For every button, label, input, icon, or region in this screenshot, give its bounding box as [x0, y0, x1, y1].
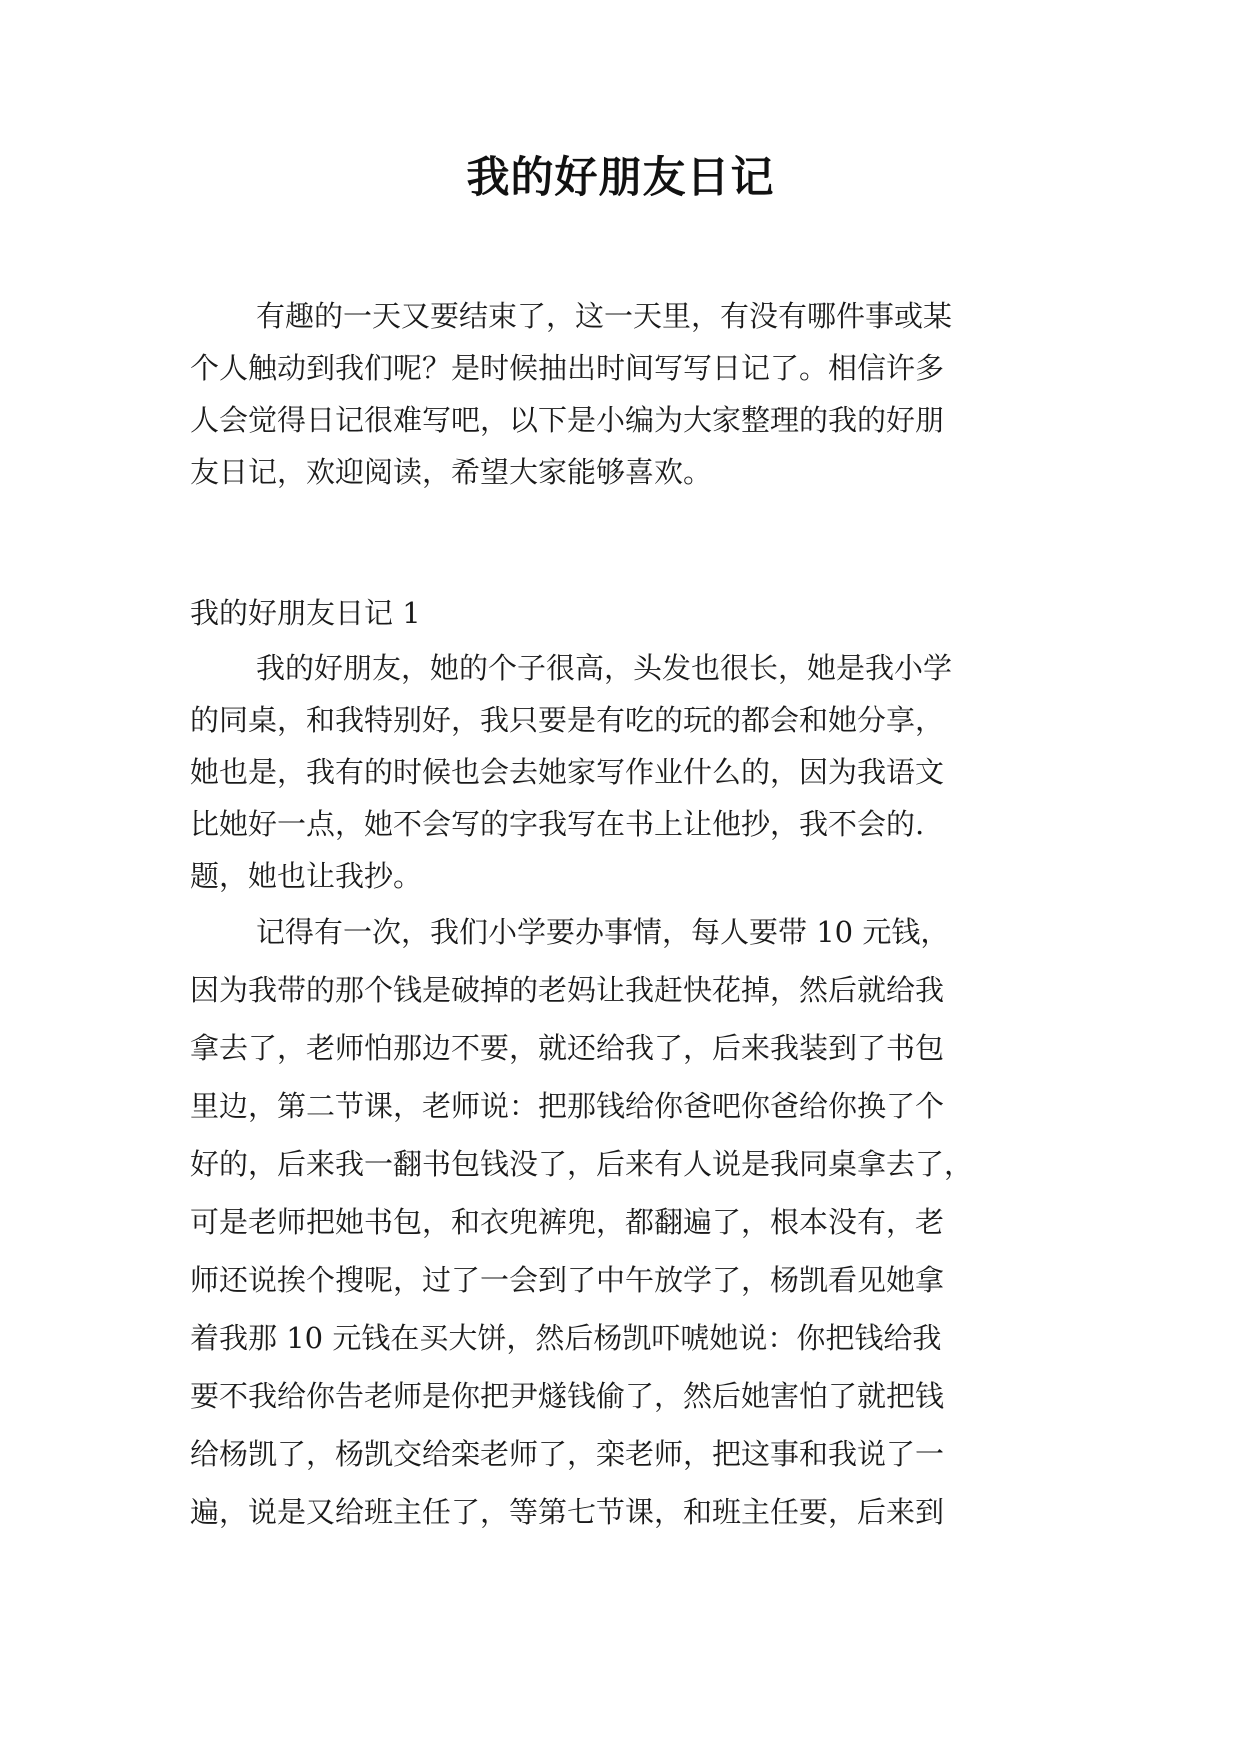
paragraph-line: 着我那 10 元钱在买大饼，然后杨凯吓唬她说：你把钱给我: [190, 1321, 942, 1355]
paragraph-line: 要不我给你告老师是你把尹燧钱偷了，然后她害怕了就把钱: [190, 1379, 945, 1413]
intro-line: 有趣的一天又要结束了，这一天里，有没有哪件事或某: [256, 299, 953, 333]
intro-line: 友日记，欢迎阅读，希望大家能够喜欢。: [190, 455, 713, 489]
paragraph-line: 里边，第二节课，老师说：把那钱给你爸吧你爸给你换了个: [190, 1089, 945, 1123]
paragraph-line: 题，她也让我抄。: [190, 859, 423, 893]
paragraph-line: 我的好朋友，她的个子很高，头发也很长，她是我小学: [256, 651, 953, 685]
paragraph-line: 的同桌，和我特别好，我只要是有吃的玩的都会和她分享，: [190, 703, 945, 737]
paragraph-line: 遍，说是又给班主任了，等第七节课，和班主任要，后来到: [190, 1495, 945, 1529]
paragraph-line: 师还说挨个搜呢，过了一会到了中午放学了，杨凯看见她拿: [190, 1263, 945, 1297]
paragraph-line: 好的，后来我一翻书包钱没了，后来有人说是我同桌拿去了，: [190, 1147, 974, 1181]
intro-line: 个人触动到我们呢？是时候抽出时间写写日记了。相信许多: [190, 351, 945, 385]
paragraph-line: 给杨凯了，杨凯交给栾老师了，栾老师，把这事和我说了一: [190, 1437, 945, 1471]
paragraph-line: 拿去了，老师怕那边不要，就还给我了，后来我装到了书包: [190, 1031, 945, 1065]
intro-line: 人会觉得日记很难写吧，以下是小编为大家整理的我的好朋: [190, 403, 945, 437]
section-heading: 我的好朋友日记 1: [190, 596, 421, 630]
paragraph-line: 记得有一次，我们小学要办事情，每人要带 10 元钱，: [256, 915, 950, 949]
document-title: 我的好朋友日记: [466, 153, 775, 203]
paragraph-line: 她也是，我有的时候也会去她家写作业什么的，因为我语文: [190, 755, 945, 789]
paragraph-line: 可是老师把她书包，和衣兜裤兜，都翻遍了，根本没有，老: [190, 1205, 945, 1239]
paragraph-line: 因为我带的那个钱是破掉的老妈让我赶快花掉，然后就给我: [190, 973, 945, 1007]
paragraph-line: 比她好一点，她不会写的字我写在书上让他抄，我不会的.: [190, 807, 925, 841]
